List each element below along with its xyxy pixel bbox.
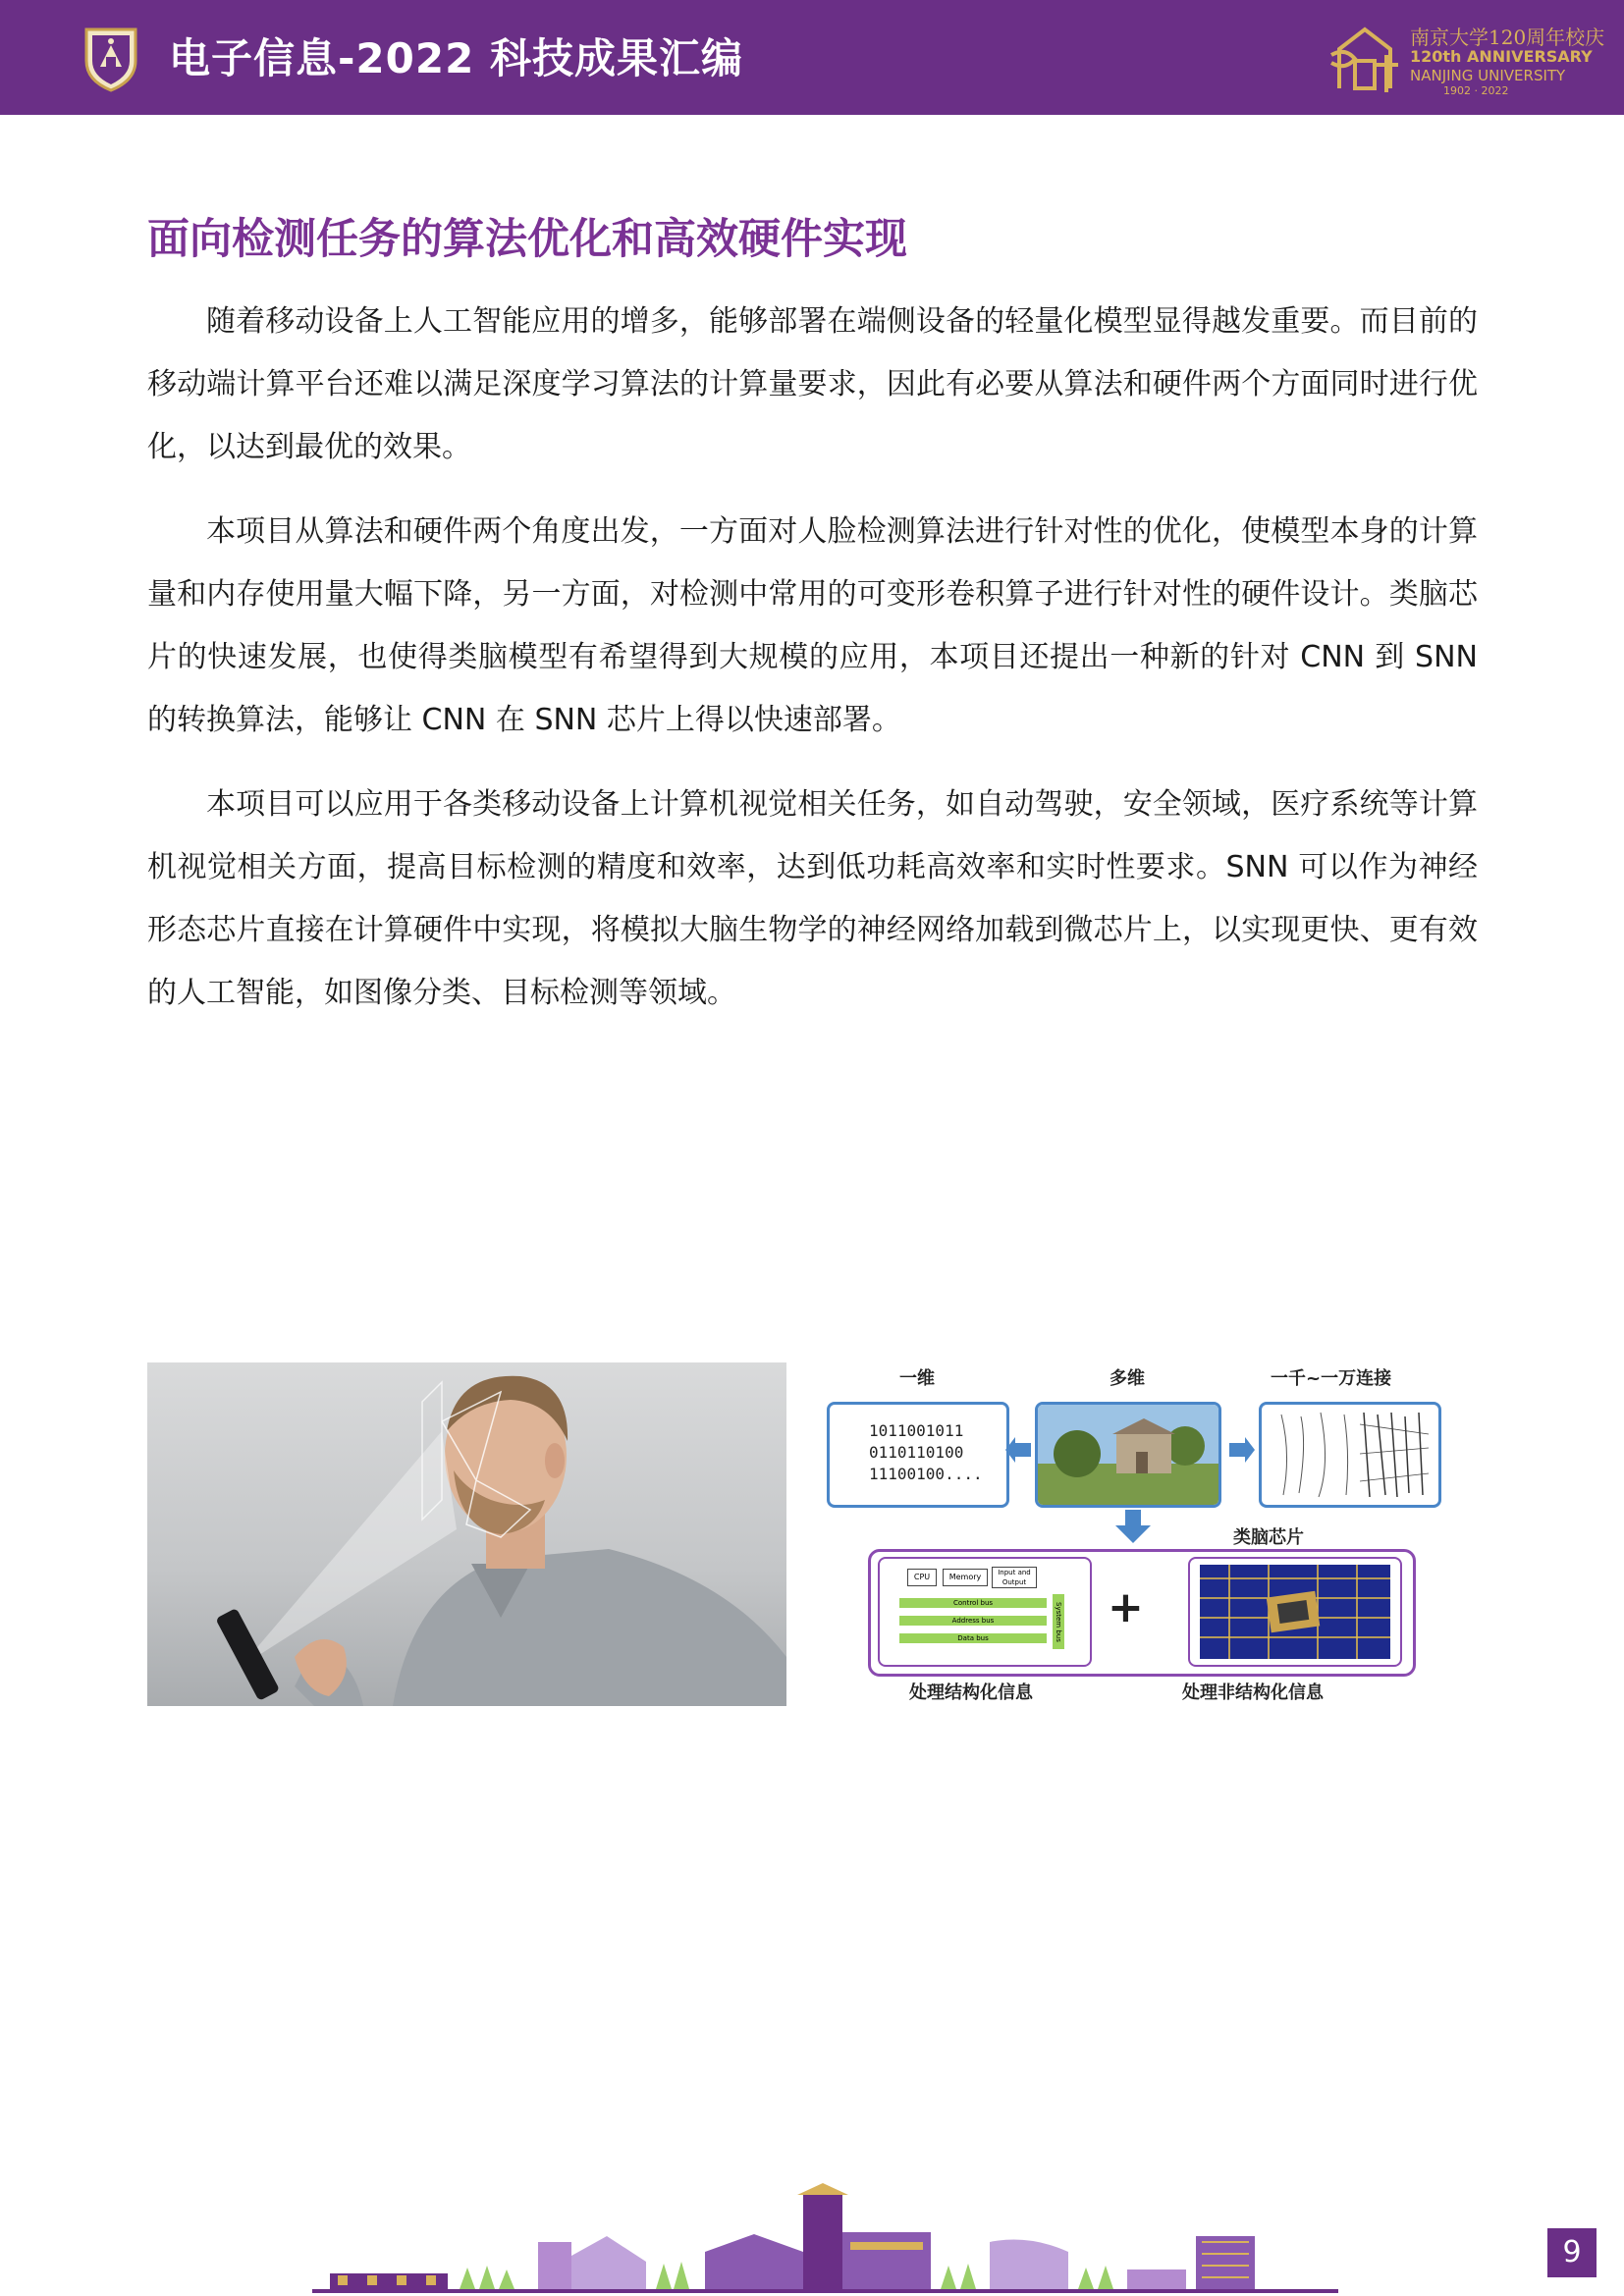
label-unstructured-info: 处理非结构化信息: [1182, 1682, 1324, 1703]
io-block: Input and Output: [992, 1567, 1037, 1588]
paragraph: 随着移动设备上人工智能应用的增多，能够部署在端侧设备的轻量化模型显得越发重要。而目前的移动端计算平台还难以满足深度学习算法的计算量要求，因此有必要从算法和硬件两个方面同时进行优化，以达到最优的效果。: [147, 304, 1478, 464]
chip-icon: [1190, 1559, 1400, 1665]
paragraph: 本项目从算法和硬件两个角度出发，一方面对人脸检测算法进行针对性的优化，使模型本身的计算量和内存使用量大幅下降，另一方面，对检测中常用的可变形卷积算子进行针对性的硬件设计。类脑芯片的快速发展，也使得类脑模型有希望得到大规模的应用，本项目还提出一种新的针对 CNN 到 SNN 的转换算法，能够让 CNN 在 SNN 芯片上得以快速部署。: [147, 514, 1478, 737]
von-neumann-box: [878, 1557, 1092, 1667]
page-number: 9: [1547, 2228, 1597, 2277]
plus-sign: +: [1108, 1582, 1144, 1632]
campus-photo: [1038, 1405, 1218, 1505]
data-bus: Data bus: [899, 1633, 1047, 1643]
anniversary-emblem-icon: [1326, 20, 1404, 98]
page-header: [0, 0, 1624, 115]
campus-photo-box: [1035, 1402, 1221, 1508]
label-one-dimensional: 一维: [899, 1368, 935, 1389]
binary-data-box: [827, 1402, 1009, 1508]
brain-chip-diagram: [823, 1364, 1441, 1708]
label-multi-dimensional: 多维: [1110, 1368, 1145, 1389]
face-scan-photo: [147, 1362, 786, 1706]
article-title: 面向检测任务的算法优化和高效硬件实现: [147, 215, 907, 264]
binary-line: 0110110100: [869, 1443, 964, 1462]
binary-line: 1011001011: [869, 1421, 964, 1440]
anniversary-badge: [1326, 20, 1605, 98]
cpu-block: CPU: [907, 1569, 937, 1586]
campus-skyline-illustration: [312, 2183, 1338, 2296]
neural-connections-box: [1259, 1402, 1441, 1508]
publication-title: 电子信息-2022 科技成果汇编: [169, 34, 743, 82]
arrow-down-icon: [1113, 1510, 1153, 1543]
article-body: [147, 291, 1478, 1046]
anniversary-english: 120th ANNIVERSARY: [1410, 47, 1593, 66]
anniversary-chinese: 南京大学120周年校庆: [1410, 26, 1605, 49]
control-bus: Control bus: [899, 1598, 1047, 1608]
binary-line: 11100100....: [869, 1465, 983, 1483]
neuromorphic-chip-box: [1188, 1557, 1402, 1667]
label-connections: 一千~一万连接: [1271, 1368, 1392, 1389]
label-structured-info: 处理结构化信息: [909, 1682, 1033, 1703]
arrow-right-icon: [1227, 1435, 1257, 1465]
paragraph: 本项目可以应用于各类移动设备上计算机视觉相关任务，如自动驾驶，安全领域，医疗系统等计算机视觉相关方面，提高目标检测的精度和效率，达到低功耗高效率和实时性要求。SNN 可以作为神经形态芯片直接在计算硬件中实现，将模拟大脑生物学的神经网络加载到微芯片上，以实现更快、更有效的人工智能，如图像分类、目标检测等领域。: [147, 787, 1478, 1010]
anniversary-university: NANJING UNIVERSITY: [1410, 67, 1566, 84]
address-bus: Address bus: [899, 1616, 1047, 1626]
neuron-sketch-icon: [1262, 1405, 1438, 1505]
label-brain-chip: 类脑芯片: [1233, 1527, 1304, 1548]
face-scan-illustration: [147, 1362, 786, 1706]
arrow-left-icon: [1003, 1435, 1033, 1465]
system-bus: System bus: [1053, 1594, 1064, 1649]
memory-block: Memory: [943, 1569, 988, 1586]
anniversary-years: 1902 · 2022: [1443, 84, 1509, 97]
university-crest-icon: [82, 24, 139, 92]
